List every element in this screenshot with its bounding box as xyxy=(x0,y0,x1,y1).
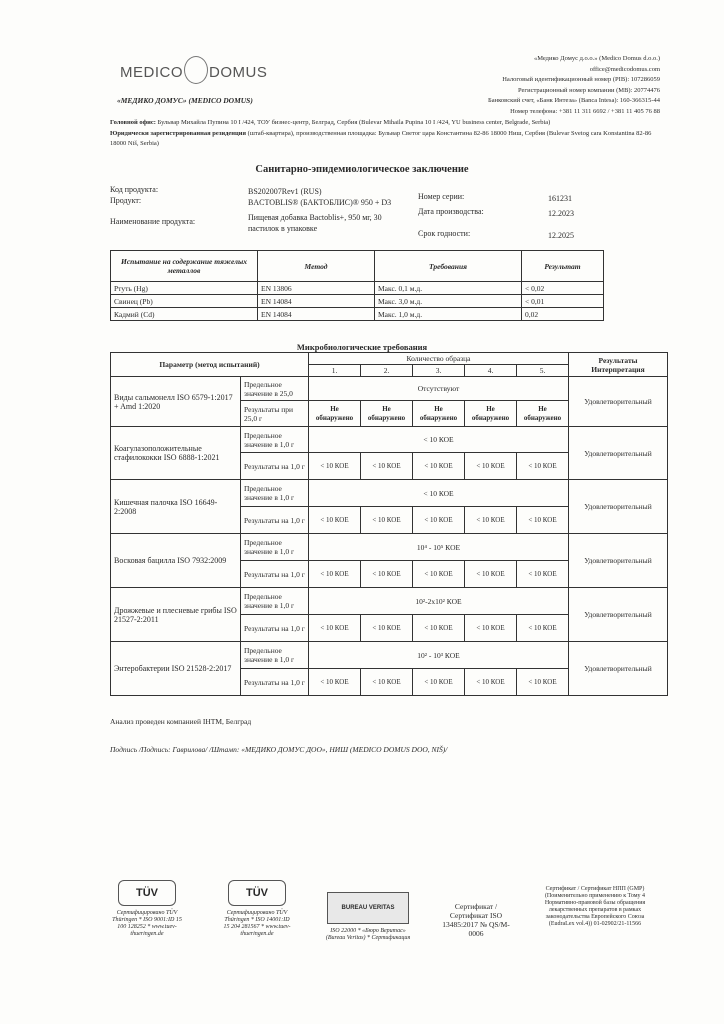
table-cell: Макс. 3,0 м.д. xyxy=(375,295,522,308)
sample-number: 2. xyxy=(361,365,413,377)
iso13485-cert xyxy=(436,902,516,938)
table-row xyxy=(111,295,604,308)
result-value: < 10 КОЕ xyxy=(309,615,361,642)
result-value: < 10 КОЕ xyxy=(517,507,569,534)
bv-logo-text: BUREAU VERITAS xyxy=(341,905,395,911)
limit-label: Предельное значение в 1,0 г xyxy=(241,480,309,507)
tuv-iso14001-cert xyxy=(222,880,292,938)
code-value: BS202007Rev1 (RUS) xyxy=(248,187,322,196)
heavy-metals-table xyxy=(110,250,604,321)
analysis-note: Анализ проведен компанией IHTM, Белград xyxy=(110,717,252,726)
table-cell: EN 14084 xyxy=(258,295,375,308)
company-logo xyxy=(120,62,267,84)
table-cell: Свинец (Pb) xyxy=(111,295,258,308)
interpretation: Удовлетворительный xyxy=(569,480,668,534)
sample-number: 4. xyxy=(465,365,517,377)
table-header-row xyxy=(111,251,604,282)
cert-text: ISO 22000 * «Бюро Веритас» (Bureau Veritas) * Сертификация xyxy=(325,928,411,941)
table-cell: Ртуть (Hg) xyxy=(111,282,258,295)
result-value: < 10 КОЕ xyxy=(465,669,517,696)
address-label: Юридически зарегистрированная резиденция xyxy=(110,129,247,137)
result-value: < 10 КОЕ xyxy=(361,561,413,588)
micro-table xyxy=(110,352,668,696)
result-value: < 10 КОЕ xyxy=(413,507,465,534)
table-row xyxy=(111,377,668,401)
column-header: Метод xyxy=(258,251,375,282)
result-value: Не обнаружено xyxy=(309,401,361,427)
result-value: < 10 КОЕ xyxy=(413,453,465,480)
bureau-veritas-cert xyxy=(320,892,416,942)
logo-circle-icon xyxy=(184,56,208,84)
interpretation: Удовлетворительный xyxy=(569,377,668,427)
result-label: Результаты на 1,0 г xyxy=(241,615,309,642)
result-value: < 10 КОЕ xyxy=(413,669,465,696)
result-value: Не обнаружено xyxy=(465,401,517,427)
table-cell: < 0,01 xyxy=(522,295,604,308)
production-value: 12.2023 xyxy=(548,209,574,218)
product-info-labels xyxy=(110,184,240,227)
parameter-name: Коагулазоположительные стафилококки ISO 6888-1:2021 xyxy=(111,427,241,480)
result-label: Результаты на 1,0 г xyxy=(241,669,309,696)
address-text: (штаб-квартира), производственная площадка: Бульвар Светог цара Константина 82-86 18000 Ниш, Сербия (Bulevar Svetog cara Konstantina 82-86 18000 Niš, Serbia) xyxy=(110,129,652,147)
result-value: < 10 КОЕ xyxy=(465,615,517,642)
result-value: < 10 КОЕ xyxy=(361,615,413,642)
column-header: Испытание на содержание тяжелых металлов xyxy=(111,251,258,282)
result-value: < 10 КОЕ xyxy=(465,453,517,480)
interpretation: Удовлетворительный xyxy=(569,534,668,588)
result-value: Не обнаружено xyxy=(517,401,569,427)
parameter-name: Восковая бацилла ISO 7932:2009 xyxy=(111,534,241,588)
result-value: < 10 КОЕ xyxy=(309,561,361,588)
result-value: < 10 КОЕ xyxy=(309,453,361,480)
table-row xyxy=(111,480,668,507)
result-value: < 10 КОЕ xyxy=(517,453,569,480)
sample-number: 1. xyxy=(309,365,361,377)
product-info-values xyxy=(248,186,398,234)
name-value: Пищевая добавка Bactoblis+, 950 мг, 30 пастилок в упаковке xyxy=(248,213,382,233)
interpretation: Удовлетворительный xyxy=(569,588,668,642)
company-line: Банковский счет, «Банк Интеза» (Banca Intesa): 160-366315-44 xyxy=(488,97,660,104)
name-label: Наименование продукта: xyxy=(110,217,196,226)
table-cell: EN 14084 xyxy=(258,308,375,321)
table-cell: Макс. 1,0 м.д. xyxy=(375,308,522,321)
sample-number: 5. xyxy=(517,365,569,377)
table-row xyxy=(111,588,668,615)
bureau-veritas-logo-icon xyxy=(327,892,409,924)
table-cell: Макс. 0,1 м.д. xyxy=(375,282,522,295)
signature-line: Подпись /Подпись: Гаврилова/ /Штамп: «МЕДИКО ДОМУС ДОО», НИШ (MEDICO DOMUS DOO, NIŠ)/ xyxy=(110,745,448,754)
table-cell: < 0,02 xyxy=(522,282,604,295)
result-value: Не обнаружено xyxy=(413,401,465,427)
result-label: Результаты на 1,0 г xyxy=(241,507,309,534)
address-text: Бульвар Михайла Пупина 10 I /424, ТОУ бизнес-центр, Белград, Сербия (Bulevar Mihaila Pupina 10 I /424, YU business center, Belgrade, Serbia) xyxy=(157,119,551,126)
result-label: Результаты на 1,0 г xyxy=(241,453,309,480)
interpretation: Удовлетворительный xyxy=(569,642,668,696)
column-header: Требования xyxy=(375,251,522,282)
cert-text: Сертификат / Сертификат НПП (GMP) (Поименительно применению к Тому 4 Нормативно-правовой базы обращения лекарственных препаратов в рамках законодательства Европейского Союза (EudraLex vol.4)) 01-02902/21-11566 xyxy=(544,886,646,927)
sample-number: 3. xyxy=(413,365,465,377)
table-row xyxy=(111,282,604,295)
code-label: Код продукта: xyxy=(110,185,159,194)
company-address xyxy=(110,118,663,150)
company-details xyxy=(360,54,660,117)
series-values xyxy=(548,193,608,241)
limit-value: < 10 КОЕ xyxy=(309,480,569,507)
expiry-value: 12.2025 xyxy=(548,231,574,240)
result-value: < 10 КОЕ xyxy=(361,507,413,534)
table-cell: Кадмий (Cd) xyxy=(111,308,258,321)
company-email: office@medicodomus.com xyxy=(589,65,660,73)
address-label: Головной офис: xyxy=(110,119,156,126)
column-header: Результаты Интерпретация xyxy=(569,353,668,377)
interpretation: Удовлетворительный xyxy=(569,427,668,480)
parameter-name: Энтеробактерии ISO 21528-2:2017 xyxy=(111,642,241,696)
result-value: < 10 КОЕ xyxy=(465,561,517,588)
logo-left-text: MEDICO xyxy=(120,63,183,81)
cert-text: Сертификат / Сертификат ISO 13485:2017 № QS/M-0006 xyxy=(442,902,510,938)
tuv-logo-icon xyxy=(118,880,176,906)
series-value: 161231 xyxy=(548,194,572,203)
limit-value: 10² - 10³ КОЕ xyxy=(309,642,569,669)
table-row xyxy=(111,642,668,669)
limit-label: Предельное значение в 1,0 г xyxy=(241,427,309,453)
result-label: Результаты при 25,0 г xyxy=(241,401,309,427)
result-value: < 10 КОЕ xyxy=(517,615,569,642)
result-value: < 10 КОЕ xyxy=(361,453,413,480)
result-value: < 10 КОЕ xyxy=(361,669,413,696)
parameter-name: Кишечная палочка ISO 16649-2:2008 xyxy=(111,480,241,534)
column-header: Количество образца xyxy=(309,353,569,365)
limit-value: Отсутствуют xyxy=(309,377,569,401)
column-header: Параметр (метод испытаний) xyxy=(111,353,309,377)
production-label: Дата производства: xyxy=(418,207,484,216)
result-value: < 10 КОЕ xyxy=(465,507,517,534)
logo-right-text: DOMUS xyxy=(209,63,268,81)
result-value: < 10 КОЕ xyxy=(517,561,569,588)
tuv-logo-icon xyxy=(228,880,286,906)
column-header: Результат xyxy=(522,251,604,282)
micro-title: Микробиологические требования xyxy=(296,342,428,352)
result-value: < 10 КОЕ xyxy=(413,615,465,642)
product-value: BACTOBLIS® (БАКТОБЛИС)® 950 + D3 xyxy=(248,198,392,207)
result-value: Не обнаружено xyxy=(361,401,413,427)
limit-label: Предельное значение в 25,0 xyxy=(241,377,309,401)
limit-label: Предельное значение в 1,0 г xyxy=(241,642,309,669)
table-header-row xyxy=(111,353,668,365)
result-value: < 10 КОЕ xyxy=(413,561,465,588)
table-row xyxy=(111,534,668,561)
cert-text: Сертифицировано TÜV Thüringen * ISO 14001:ID 15 204 281567 * www.tuev-thueringen.de xyxy=(223,910,291,937)
table-row xyxy=(111,427,668,453)
tuv-iso9001-cert xyxy=(112,880,182,938)
series-labels xyxy=(418,191,538,239)
limit-label: Предельное значение в 1,0 г xyxy=(241,588,309,615)
logo-subtitle: «МЕДИКО ДОМУС» (MEDICO DOMUS) xyxy=(117,96,253,105)
tuv-logo-text: TÜV xyxy=(136,887,158,899)
document-title: Санитарно-эпидемиологическое заключение xyxy=(255,164,469,175)
limit-label: Предельное значение в 1,0 г xyxy=(241,534,309,561)
table-cell: 0,02 xyxy=(522,308,604,321)
gmp-cert xyxy=(536,886,654,928)
result-label: Результаты на 1,0 г xyxy=(241,561,309,588)
company-line: «Медико Домус д.о.о.» (Medico Domus d.o.o.) xyxy=(533,55,660,62)
limit-value: < 10 КОЕ xyxy=(309,427,569,453)
result-value: < 10 КОЕ xyxy=(517,669,569,696)
result-value: < 10 КОЕ xyxy=(309,507,361,534)
expiry-label: Срок годности: xyxy=(418,229,471,238)
company-line: Регистрационный номер компании (MB): 20774476 xyxy=(518,86,660,94)
tuv-logo-text: TÜV xyxy=(246,887,268,899)
limit-value: 10⁴ - 10⁵ КОЕ xyxy=(309,534,569,561)
result-value: < 10 КОЕ xyxy=(309,669,361,696)
table-row xyxy=(111,308,604,321)
company-line: Налоговый идентификационный номер (PIB): 107286059 xyxy=(502,76,660,83)
series-label: Номер серии: xyxy=(418,192,465,201)
product-label: Продукт: xyxy=(110,196,142,205)
parameter-name: Виды сальмонелл ISO 6579-1:2017 + Amd 1:2020 xyxy=(111,377,241,427)
table-cell: EN 13806 xyxy=(258,282,375,295)
cert-text: Сертифицировано TÜV Thüringen * ISO 9001:ID 15 100 128252 * www.tuev-thueringen.de xyxy=(112,910,182,937)
limit-value: 10²-2x10² КОЕ xyxy=(309,588,569,615)
parameter-name: Дрожжевые и плесневые грибы ISO 21527-2:2011 xyxy=(111,588,241,642)
company-line: Номер телефона: +381 11 311 6692 / +381 11 405 76 88 xyxy=(510,107,660,115)
